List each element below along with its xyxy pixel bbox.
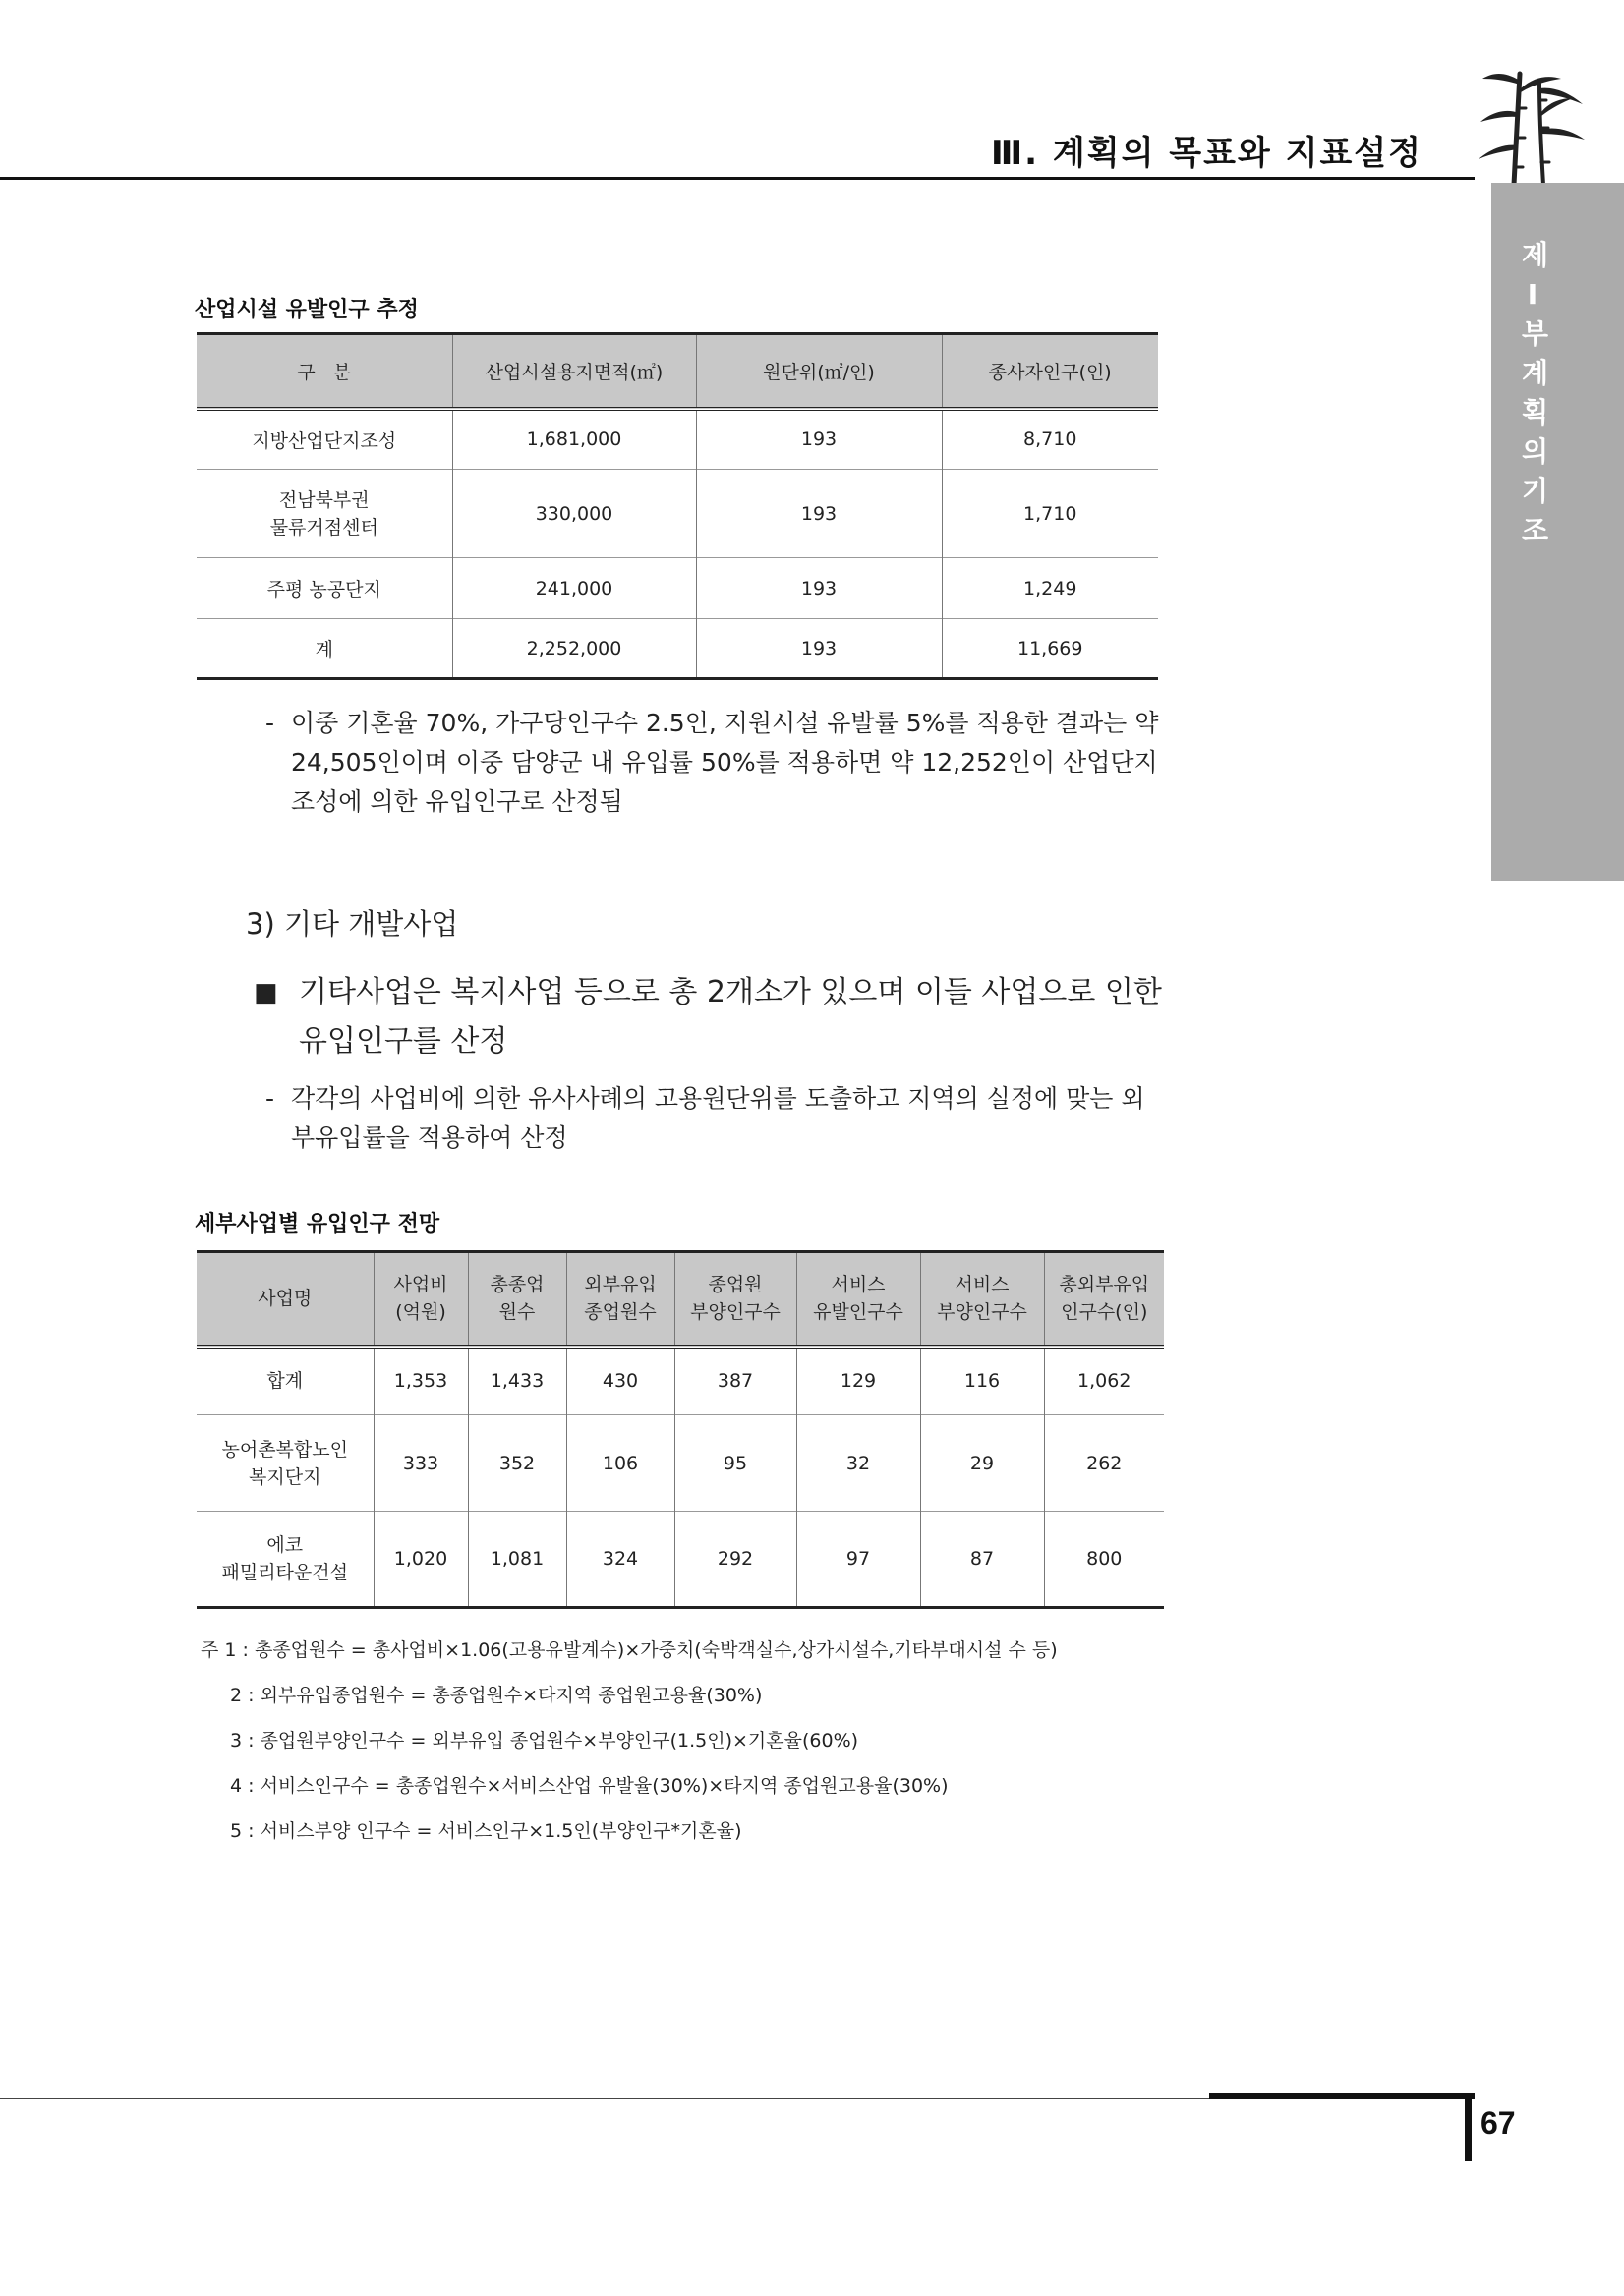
row-name-line: 에코 xyxy=(266,1534,304,1556)
column-header xyxy=(566,1252,674,1347)
header-line: 부양인구수 xyxy=(937,1301,1027,1324)
header-line: 총외부유입 xyxy=(1059,1274,1150,1296)
cell-value: 87 xyxy=(920,1512,1044,1608)
column-header: 구 분 xyxy=(197,334,452,409)
column-header: 원단위(㎡/인) xyxy=(696,334,942,409)
cell-value: 1,081 xyxy=(468,1512,566,1608)
cell-value: 800 xyxy=(1044,1512,1164,1608)
row-name xyxy=(197,1512,374,1608)
page-number-bar xyxy=(1465,2093,1472,2161)
row-name: 지방산업단지조성 xyxy=(252,430,397,452)
page-number: 67 xyxy=(1480,2105,1516,2141)
bullet-text: 기타사업은 복지사업 등으로 총 2개소가 있으며 이들 사업으로 인한 유입인구를 산정 xyxy=(299,975,1162,1059)
row-name xyxy=(197,1415,374,1512)
bullet-paragraph xyxy=(254,968,1178,1066)
row-name: 합계 xyxy=(266,1370,304,1393)
cell-value: 262 xyxy=(1044,1415,1164,1512)
header-line: 서비스 xyxy=(831,1274,886,1296)
cell-value: 97 xyxy=(796,1512,920,1608)
dash-marker: - xyxy=(265,709,275,737)
row-name: 주평 농공단지 xyxy=(197,558,452,619)
header-line: 서비스 xyxy=(955,1274,1010,1296)
side-tab xyxy=(1491,183,1624,881)
header-line: 사업비 xyxy=(393,1274,448,1296)
cell-value: 1,020 xyxy=(374,1512,468,1608)
column-header xyxy=(468,1252,566,1347)
cell-unit: 193 xyxy=(696,470,942,558)
column-header xyxy=(1044,1252,1164,1347)
row-name-line: 복지단지 xyxy=(249,1465,321,1488)
header-line: 종업원수 xyxy=(584,1301,657,1324)
header-line: 외부유입 xyxy=(584,1274,657,1296)
paragraph-method xyxy=(265,1079,1166,1158)
table-header-row xyxy=(197,334,1158,409)
row-name: 계 xyxy=(197,619,452,679)
table-row xyxy=(197,470,1158,558)
cell-value: 430 xyxy=(566,1347,674,1415)
header-line: 총종업 xyxy=(490,1274,545,1296)
row-name-line: 물류거점센터 xyxy=(269,516,378,539)
cell-value: 324 xyxy=(566,1512,674,1608)
cell-workers: 11,669 xyxy=(942,619,1158,679)
cell-value: 292 xyxy=(674,1512,796,1608)
column-header xyxy=(920,1252,1044,1347)
square-bullet-icon: ■ xyxy=(254,978,278,1007)
table-total-row xyxy=(197,1347,1164,1415)
cell-value: 32 xyxy=(796,1415,920,1512)
cell-unit: 193 xyxy=(696,409,942,470)
dash-marker: - xyxy=(265,1084,275,1113)
cell-value: 129 xyxy=(796,1347,920,1415)
header-line: 유발인구수 xyxy=(813,1301,903,1324)
header-line: (억원) xyxy=(395,1301,446,1324)
column-header: 산업시설용지면적(㎡) xyxy=(452,334,696,409)
table-header-row xyxy=(197,1252,1164,1347)
cell-workers: 8,710 xyxy=(942,409,1158,470)
cell-value: 1,062 xyxy=(1044,1347,1164,1415)
header-line: 종업원 xyxy=(708,1274,763,1296)
header-rule xyxy=(0,177,1475,180)
row-name-line: 전남북부권 xyxy=(278,488,370,511)
table-note: 3 : 종업원부양인구수 = 외부유입 종업원수×부양인구(1.5인)×기혼율(60%) xyxy=(230,1730,859,1751)
column-header xyxy=(674,1252,796,1347)
table-row xyxy=(197,409,1158,470)
paragraph-text: 이중 기혼율 70%, 가구당인구수 2.5인, 지원시설 유발률 5%를 적용한 결과는 약 24,505인이며 이중 담양군 내 유입률 50%를 적용하면 약 12,252인이 산업단지조성에 의한 유입인구로 산정됨 xyxy=(291,709,1159,816)
cell-unit: 193 xyxy=(696,619,942,679)
cell-workers: 1,710 xyxy=(942,470,1158,558)
row-name xyxy=(197,470,452,558)
table-total-row xyxy=(197,619,1158,679)
cell-workers: 1,249 xyxy=(942,558,1158,619)
cell-value: 95 xyxy=(674,1415,796,1512)
cell-value: 116 xyxy=(920,1347,1044,1415)
column-header xyxy=(374,1252,468,1347)
table-row xyxy=(197,1415,1164,1512)
cell-value: 352 xyxy=(468,1415,566,1512)
section-heading: 3) 기타 개발사업 xyxy=(246,907,459,941)
cell-value: 106 xyxy=(566,1415,674,1512)
cell-area: 241,000 xyxy=(452,558,696,619)
cell-value: 29 xyxy=(920,1415,1044,1512)
cell-value: 387 xyxy=(674,1347,796,1415)
header-line: 부양인구수 xyxy=(690,1301,781,1324)
paragraph-text: 각각의 사업비에 의한 유사사례의 고용원단위를 도출하고 지역의 실정에 맞는 외부유입률을 적용하여 산정 xyxy=(291,1084,1145,1152)
chapter-title: Ⅲ. 계획의 목표와 지표설정 xyxy=(990,134,1422,173)
table1-caption: 산업시설 유발인구 추정 xyxy=(195,298,419,322)
bamboo-icon xyxy=(1475,69,1588,187)
table-row xyxy=(197,558,1158,619)
table-row xyxy=(197,1512,1164,1608)
column-header: 사업명 xyxy=(197,1252,374,1347)
cell-area: 2,252,000 xyxy=(452,619,696,679)
side-tab-label: 제 Ⅰ 부 계 획 의 기 조 xyxy=(1522,239,1549,546)
column-header: 종사자인구(인) xyxy=(942,334,1158,409)
header-line: 원수 xyxy=(498,1301,536,1324)
industrial-population-table xyxy=(197,332,1158,680)
table2-caption: 세부사업별 유입인구 전망 xyxy=(195,1212,440,1236)
cell-value: 333 xyxy=(374,1415,468,1512)
header-line: 인구수(인) xyxy=(1061,1301,1148,1324)
cell-area: 330,000 xyxy=(452,470,696,558)
cell-value: 1,353 xyxy=(374,1347,468,1415)
table-note: 4 : 서비스인구수 = 총종업원수×서비스산업 유발율(30%)×타지역 종업원고용율(30%) xyxy=(230,1775,949,1797)
paragraph-industrial-result xyxy=(265,704,1166,822)
footer-rule-accent xyxy=(1209,2093,1475,2099)
row-name-line: 패밀리타운건설 xyxy=(221,1562,348,1583)
table-note: 주 1 : 총종업원수 = 총사업비×1.06(고용유발계수)×가중치(숙박객실수,상가시설수,기타부대시설 수 등) xyxy=(201,1639,1058,1661)
cell-area: 1,681,000 xyxy=(452,409,696,470)
project-population-table xyxy=(197,1250,1164,1609)
table-note: 5 : 서비스부양 인구수 = 서비스인구×1.5인(부양인구*기혼율) xyxy=(230,1820,742,1842)
table-note: 2 : 외부유입종업원수 = 총종업원수×타지역 종업원고용율(30%) xyxy=(230,1685,763,1706)
cell-value: 1,433 xyxy=(468,1347,566,1415)
column-header xyxy=(796,1252,920,1347)
row-name-line: 농어촌복합노인 xyxy=(221,1438,348,1461)
cell-unit: 193 xyxy=(696,558,942,619)
